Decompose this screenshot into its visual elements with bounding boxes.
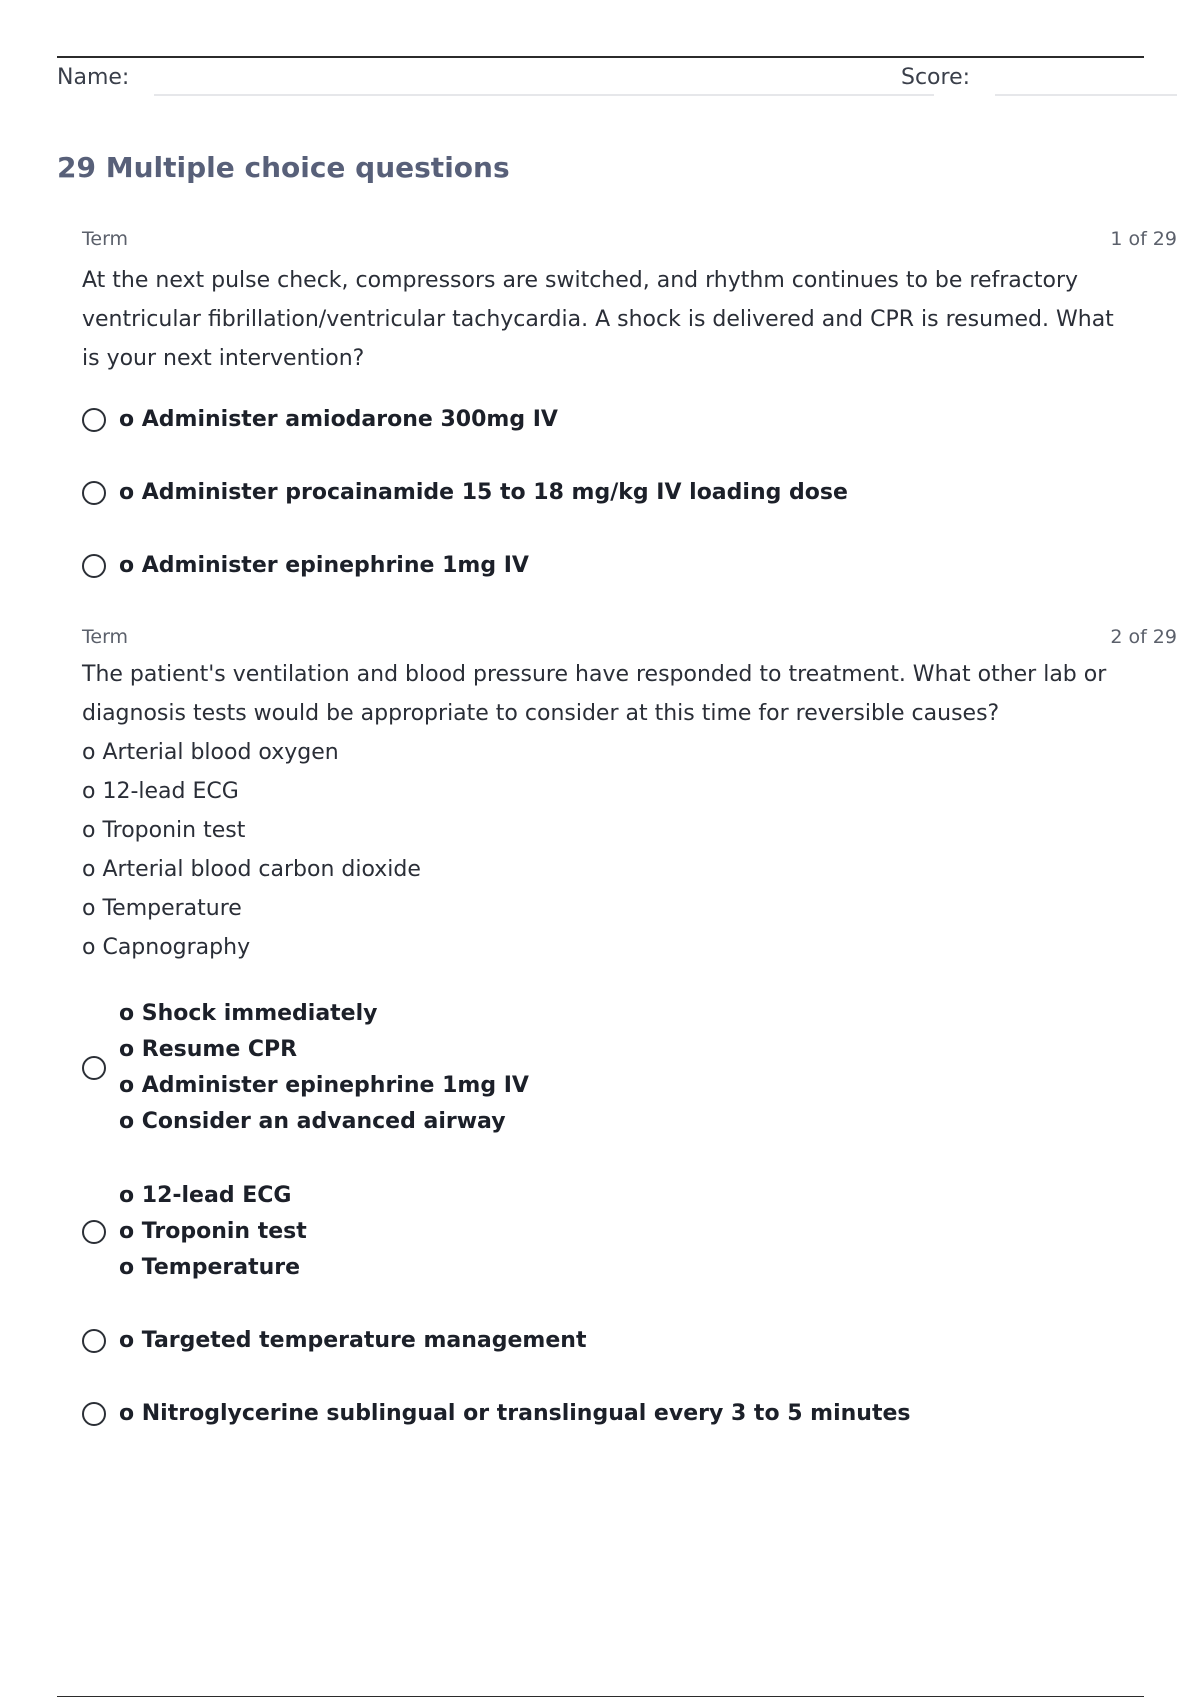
prompt-list-item: o Arterial blood oxygen — [82, 740, 339, 765]
question-counter: 1 of 29 — [1110, 228, 1177, 250]
option-label: o Administer epinephrine 1mg IV — [119, 553, 529, 578]
score-field[interactable] — [995, 94, 1177, 96]
prompt-list-item: o Temperature — [82, 896, 242, 921]
answer-option[interactable] — [82, 1323, 586, 1359]
question-2 — [82, 624, 1177, 967]
option-label: o Administer amiodarone 300mg IV — [119, 407, 558, 432]
radio-button-icon[interactable] — [82, 1056, 106, 1080]
radio-button-icon[interactable] — [82, 1220, 106, 1244]
answer-option[interactable] — [82, 548, 529, 584]
option-line: o 12-lead ECG — [119, 1183, 292, 1208]
header-row — [57, 64, 1177, 98]
radio-button-icon[interactable] — [82, 408, 106, 432]
option-line: o Troponin test — [119, 1219, 307, 1244]
prompt-list-item: o 12-lead ECG — [82, 779, 239, 804]
option-label: o Nitroglycerine sublingual or translingual every 3 to 5 minutes — [119, 1401, 911, 1426]
answer-option[interactable] — [82, 475, 848, 511]
option-label — [119, 996, 529, 1140]
radio-button-icon[interactable] — [82, 481, 106, 505]
radio-button-icon[interactable] — [82, 1402, 106, 1426]
question-1 — [82, 226, 1177, 378]
answer-option[interactable] — [82, 1178, 307, 1286]
name-label: Name: — [57, 65, 130, 90]
name-field[interactable] — [154, 94, 934, 96]
option-line: o Consider an advanced airway — [119, 1109, 506, 1134]
answer-option[interactable] — [82, 402, 558, 438]
option-label — [119, 1178, 307, 1286]
radio-button-icon[interactable] — [82, 554, 106, 578]
prompt-list-item: o Troponin test — [82, 818, 246, 843]
answer-option[interactable] — [82, 996, 529, 1140]
prompt-list-item: o Arterial blood carbon dioxide — [82, 857, 421, 882]
option-line: o Resume CPR — [119, 1037, 298, 1062]
question-prompt: The patient's ventilation and blood pressure have responded to treatment. What other lab or diagnosis tests would be appropriate to consider at this time for reversible causes? — [82, 662, 1107, 726]
top-rule — [57, 56, 1144, 58]
answer-option[interactable] — [82, 1396, 911, 1432]
term-label: Term — [82, 228, 129, 250]
score-label: Score: — [901, 65, 971, 90]
term-label: Term — [82, 626, 129, 648]
prompt-list-item: o Capnography — [82, 935, 251, 960]
option-label: o Targeted temperature management — [119, 1328, 587, 1353]
page-title: 29 Multiple choice questions — [57, 151, 510, 184]
radio-button-icon[interactable] — [82, 1329, 106, 1353]
option-label: o Administer procainamide 15 to 18 mg/kg IV loading dose — [119, 480, 848, 505]
question-prompt: At the next pulse check, compressors are switched, and rhythm continues to be refractory ventricular fibrillation/ventricular tachycardia. A shock is delivered and CPR is resumed. What is your next intervention? — [82, 268, 1114, 371]
option-line: o Shock immediately — [119, 1001, 378, 1026]
bottom-rule — [57, 1696, 1144, 1697]
question-counter: 2 of 29 — [1110, 626, 1177, 648]
option-line: o Administer epinephrine 1mg IV — [119, 1073, 529, 1098]
option-line: o Temperature — [119, 1255, 301, 1280]
